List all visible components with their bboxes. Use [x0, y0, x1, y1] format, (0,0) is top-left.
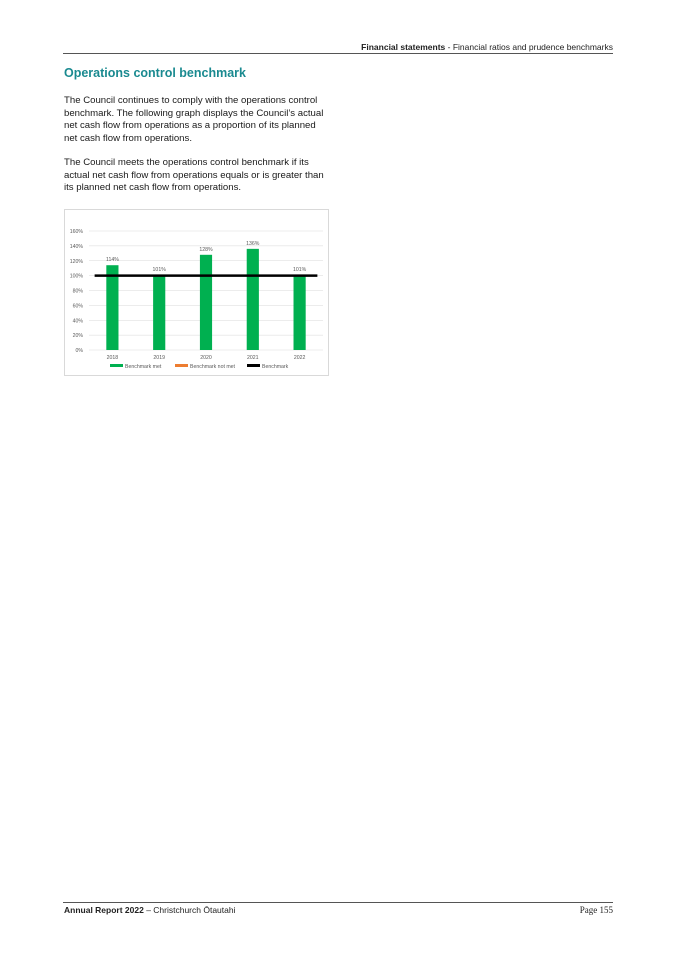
y-tick-label: 0% [75, 348, 83, 354]
x-tick-label: 2018 [106, 355, 119, 361]
y-tick-label: 80% [72, 288, 83, 295]
footer-report-name: Annual Report 2022 [64, 905, 144, 915]
data-label: 101% [292, 266, 307, 273]
footer-rule [63, 902, 613, 903]
footer-report-place: – Christchurch Ōtautahi [143, 905, 236, 915]
benchmark-paragraph: The Council meets the operations control benchmark if its actual net cash flow from operations equals or is greater than its planned net cash flow from operations. [64, 157, 324, 194]
operations-control-chart [64, 209, 329, 376]
data-label: 128% [199, 246, 213, 253]
legend-swatch [110, 364, 123, 367]
bar-benchmark-met [200, 255, 212, 350]
legend-label: Benchmark [262, 364, 289, 370]
y-tick-label: 40% [72, 318, 83, 325]
legend-swatch [247, 364, 260, 367]
y-tick-label: 120% [69, 258, 83, 265]
header-rule [63, 53, 613, 54]
bar-benchmark-met [153, 275, 165, 350]
y-tick-label: 100% [69, 273, 83, 280]
data-label: 114% [105, 257, 119, 264]
legend-swatch [175, 364, 188, 367]
footer-report-title [64, 905, 235, 915]
bar-benchmark-met [106, 265, 118, 350]
section-title: Operations control benchmark [64, 66, 246, 80]
page-number: Page 155 [579, 905, 613, 915]
chart-svg [65, 210, 330, 377]
x-tick-label: 2020 [200, 355, 212, 361]
data-label: 101% [152, 266, 166, 273]
y-tick-label: 60% [72, 303, 83, 310]
bar-benchmark-met [294, 275, 306, 350]
intro-paragraph: The Council continues to comply with the operations control benchmark. The following graph displays the Council’s actual net cash flow from operations as a proportion of its planned net cash flow from operations. [64, 95, 324, 144]
data-label: 136% [246, 240, 260, 247]
running-header [361, 42, 613, 52]
legend-label: Benchmark met [125, 364, 162, 370]
x-tick-label: 2022 [293, 355, 306, 361]
x-tick-label: 2021 [247, 355, 259, 361]
y-tick-label: 20% [72, 333, 83, 340]
x-tick-label: 2019 [153, 355, 165, 361]
legend-label: Benchmark not met [190, 364, 235, 370]
header-subsection: - Financial ratios and prudence benchmarks [445, 42, 613, 52]
y-tick-label: 160% [69, 229, 83, 235]
bar-benchmark-met [247, 249, 259, 350]
y-tick-label: 140% [69, 243, 83, 250]
header-section: Financial statements [361, 42, 446, 52]
